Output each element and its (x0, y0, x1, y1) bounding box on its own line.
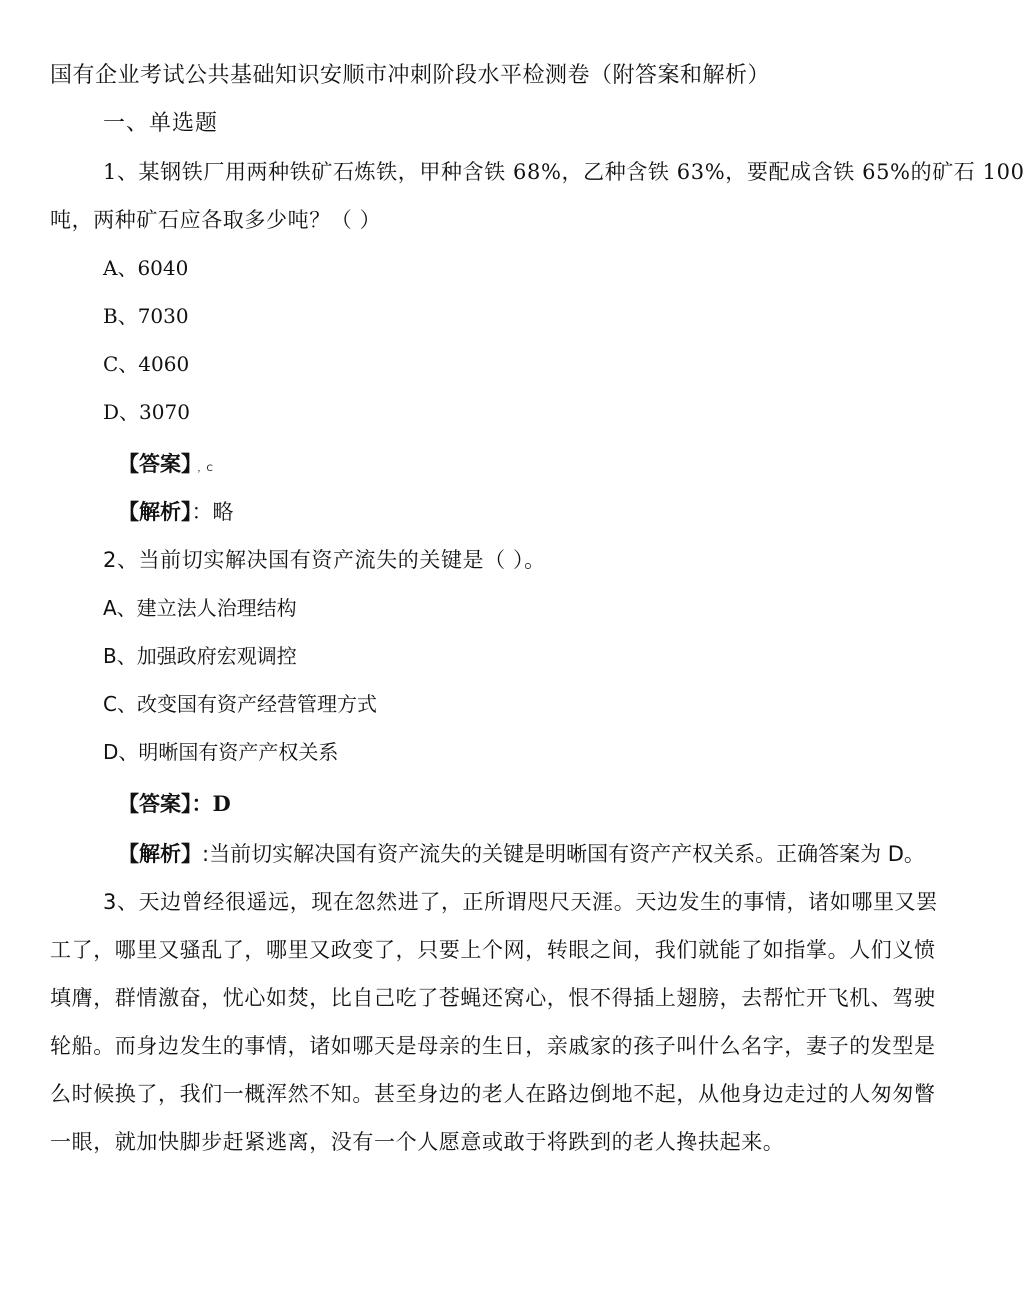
question-1-option-c: C、4060 (103, 352, 190, 376)
answer-value: ，C (197, 464, 213, 474)
question-3-line-4: 轮船。而身边发生的事情，诸如哪天是母亲的生日，亲戚家的孩子叫什么名字，妻子的发型是 (50, 1034, 936, 1058)
question-3-line-2: 工了，哪里又骚乱了，哪里又政变了，只要上个网，转眼之间，我们就能了如指掌。人们义愤 (50, 938, 936, 962)
document-title: 国有企业考试公共基础知识安顺市冲刺阶段水平检测卷（附答案和解析） (50, 63, 771, 88)
question-1-option-d: D、3070 (103, 400, 190, 424)
analysis-label: 【解析】 (118, 500, 192, 524)
question-2-answer (118, 790, 231, 818)
question-2-option-c: C、改变国有资产经营管理方式 (103, 692, 377, 716)
question-2-stem: 2、当前切实解决国有资产流失的关键是（ ）。 (103, 548, 546, 572)
question-1-analysis (118, 498, 234, 526)
analysis-text: ：略 (191, 500, 234, 524)
question-2-option-b: B、加强政府宏观调控 (103, 644, 297, 668)
question-1-answer (118, 450, 213, 483)
question-2-option-a: A、建立法人治理结构 (103, 596, 297, 620)
question-1-option-a: A、6040 (103, 256, 189, 280)
analysis-label: 【解析】 (118, 842, 202, 866)
question-1-stem-line-2: 吨，两种矿石应各取多少吨？（ ） (50, 208, 382, 232)
question-1-option-b: B、7030 (103, 304, 189, 328)
question-1-stem-line-1: 1、某钢铁厂用两种铁矿石炼铁，甲种含铁 68%，乙种含铁 63%，要配成含铁 65%的矿石 100 (103, 160, 1025, 184)
question-3-line-3: 填膺，群情激奋，忧心如焚，比自己吃了苍蝇还窝心，恨不得插上翅膀，去帮忙开飞机、驾驶 (50, 986, 936, 1010)
section-heading: 一、单选题 (103, 111, 219, 136)
answer-label: 【答案】 (118, 452, 192, 476)
question-3-line-6: 一眼，就加快脚步赶紧逃离，没有一个人愿意或敢于将跌到的老人搀扶起来。 (50, 1130, 785, 1154)
question-3-line-5: 么时候换了，我们一概浑然不知。甚至身边的老人在路边倒地不起，从他身边走过的人匆匆瞥 (50, 1082, 936, 1106)
answer-value: ：D (191, 791, 231, 816)
question-3-line-1: 3、天边曾经很遥远，现在忽然进了，正所谓咫尺天涯。天边发生的事情，诸如哪里又罢 (103, 890, 938, 914)
answer-label: 【答案】 (118, 792, 192, 816)
question-2-option-d: D、明晰国有资产产权关系 (103, 740, 339, 764)
analysis-text: :当前切实解决国有资产流失的关键是明晰国有资产产权关系。正确答案为 D。 (202, 842, 925, 866)
question-2-analysis (118, 840, 925, 868)
